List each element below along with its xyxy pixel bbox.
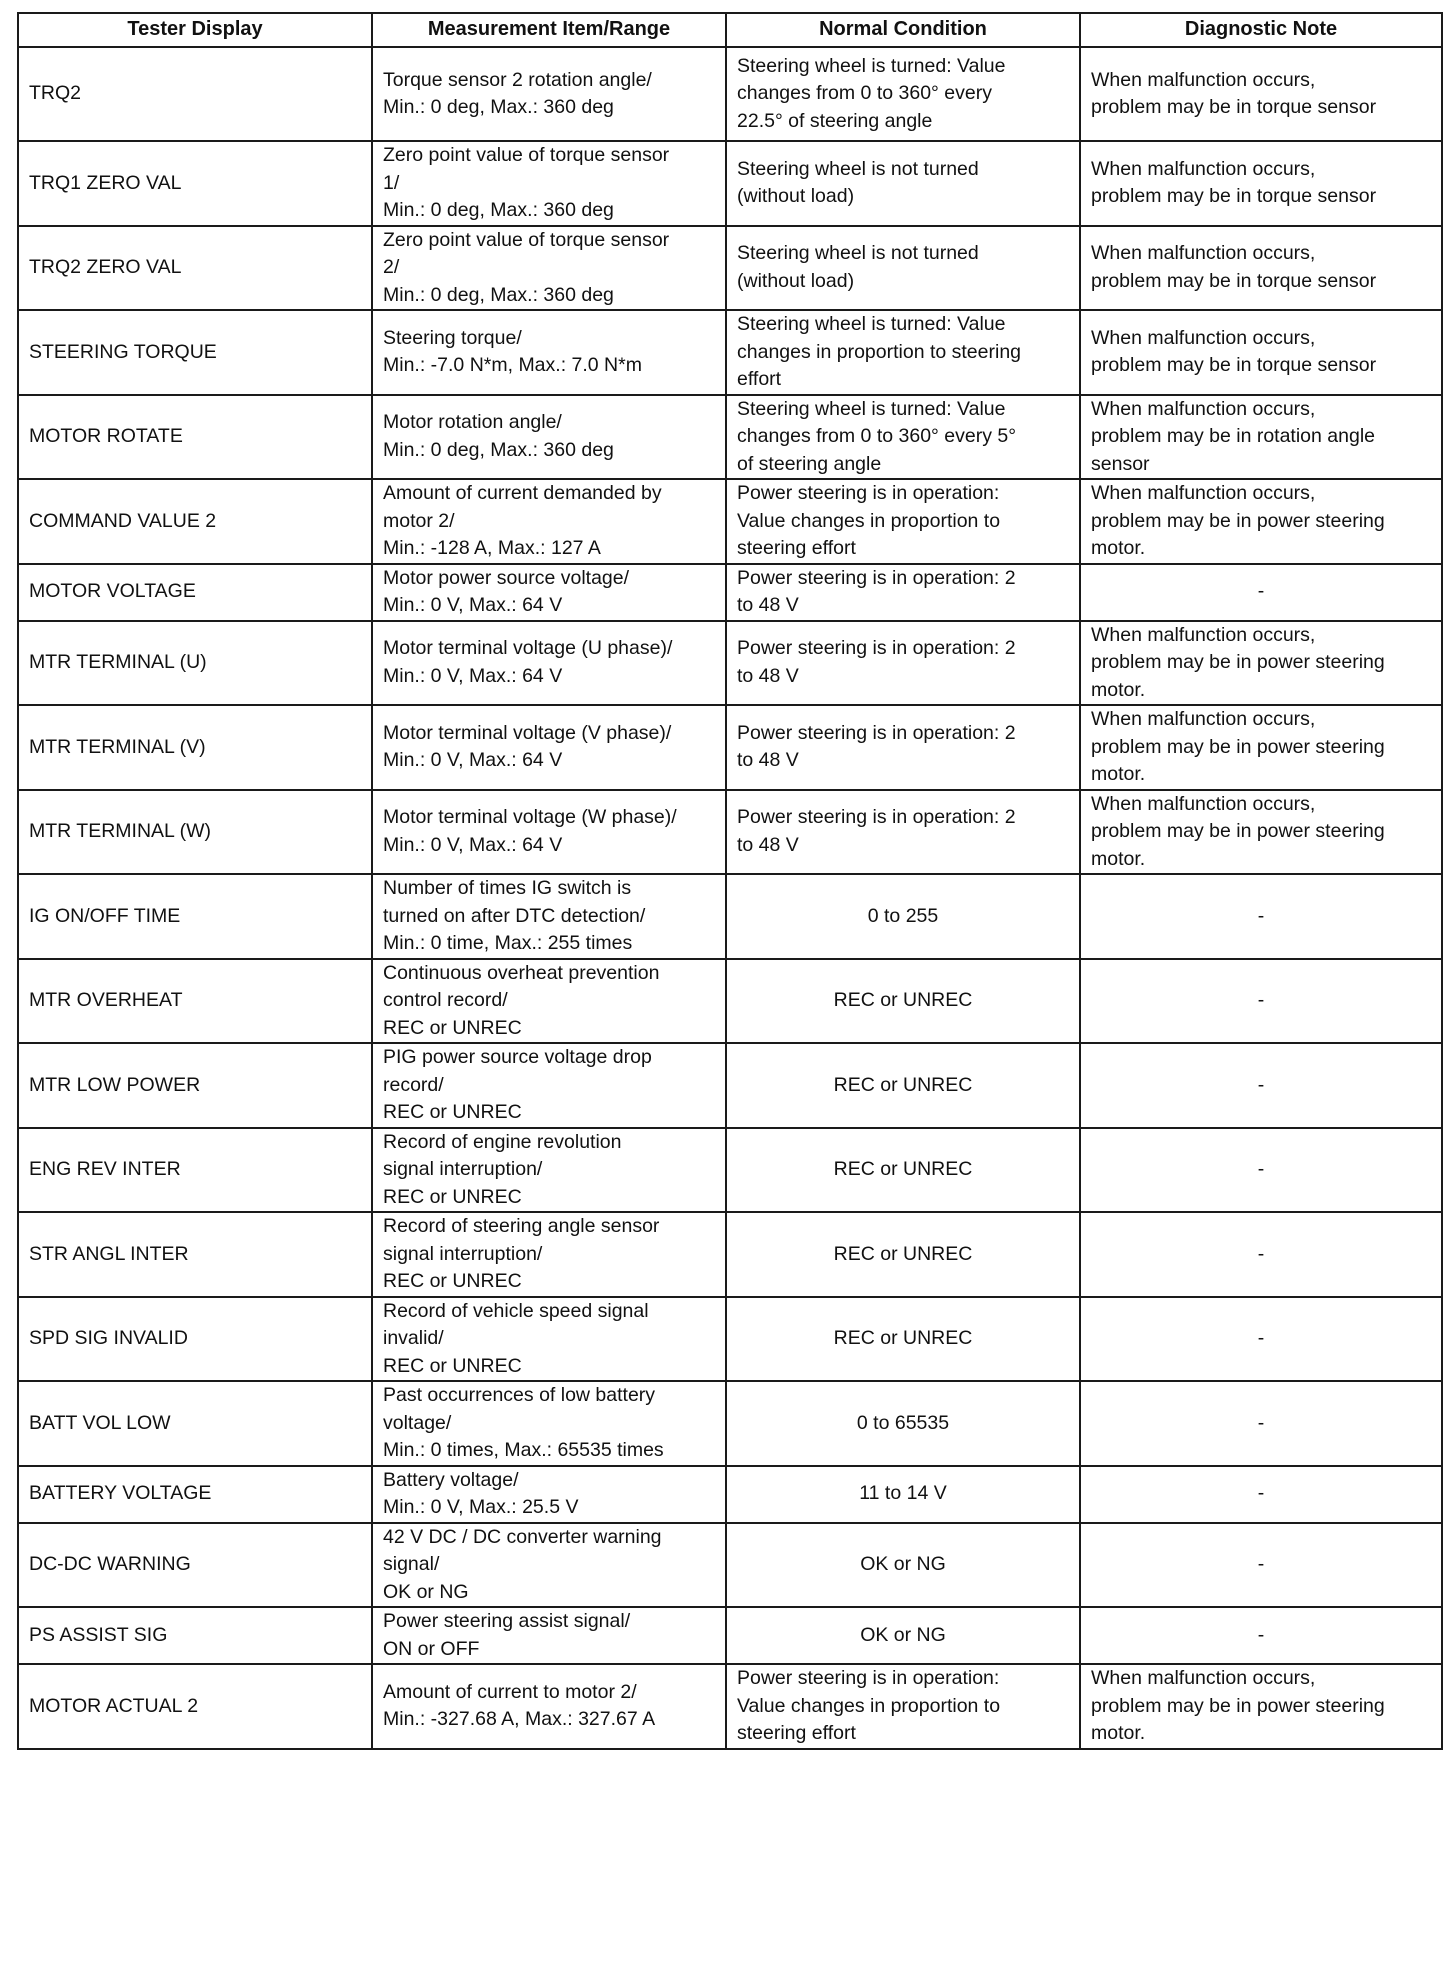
cell-normal-condition: REC or UNREC [726,1297,1080,1382]
cell-normal-condition: OK or NG [726,1607,1080,1664]
cell-normal-condition: 11 to 14 V [726,1466,1080,1523]
cell-measurement-item: Zero point value of torque sensor 1/ Min.: 0 deg, Max.: 360 deg [372,141,726,226]
cell-tester-display: TRQ2 [18,47,372,141]
cell-tester-display: SPD SIG INVALID [18,1297,372,1382]
cell-normal-condition: Power steering is in operation: 2 to 48 V [726,621,1080,706]
header-tester-display: Tester Display [18,13,372,47]
cell-normal-condition: Power steering is in operation: Value changes in proportion to steering effort [726,1664,1080,1749]
cell-tester-display: STR ANGL INTER [18,1212,372,1297]
cell-diagnostic-note: When malfunction occurs, problem may be in power steering motor. [1080,1664,1442,1749]
cell-measurement-item: Continuous overheat prevention control record/ REC or UNREC [372,959,726,1044]
table-row [18,705,1442,790]
cell-tester-display: MOTOR VOLTAGE [18,564,372,621]
cell-measurement-item: Zero point value of torque sensor 2/ Min.: 0 deg, Max.: 360 deg [372,226,726,311]
cell-normal-condition: Power steering is in operation: Value changes in proportion to steering effort [726,479,1080,564]
cell-tester-display: COMMAND VALUE 2 [18,479,372,564]
cell-diagnostic-note: When malfunction occurs, problem may be in torque sensor [1080,226,1442,311]
cell-diagnostic-note: - [1080,959,1442,1044]
cell-diagnostic-note: When malfunction occurs, problem may be in rotation angle sensor [1080,395,1442,480]
table-row [18,310,1442,395]
cell-normal-condition: 0 to 255 [726,874,1080,959]
cell-tester-display: MOTOR ROTATE [18,395,372,480]
cell-tester-display: MTR TERMINAL (W) [18,790,372,875]
table-body [18,47,1442,1749]
cell-tester-display: MTR OVERHEAT [18,959,372,1044]
cell-diagnostic-note: When malfunction occurs, problem may be in power steering motor. [1080,790,1442,875]
table-row [18,874,1442,959]
cell-tester-display: MTR TERMINAL (V) [18,705,372,790]
table-row [18,790,1442,875]
cell-normal-condition: REC or UNREC [726,959,1080,1044]
header-diagnostic-note: Diagnostic Note [1080,13,1442,47]
table-row [18,1297,1442,1382]
cell-measurement-item: 42 V DC / DC converter warning signal/ OK or NG [372,1523,726,1608]
cell-normal-condition: REC or UNREC [726,1128,1080,1213]
table-row [18,1043,1442,1128]
cell-normal-condition: Steering wheel is turned: Value changes in proportion to steering effort [726,310,1080,395]
cell-tester-display: MTR TERMINAL (U) [18,621,372,706]
cell-diagnostic-note: - [1080,1212,1442,1297]
cell-tester-display: ENG REV INTER [18,1128,372,1213]
cell-tester-display: STEERING TORQUE [18,310,372,395]
cell-diagnostic-note: When malfunction occurs, problem may be in power steering motor. [1080,479,1442,564]
data-list-table [17,12,1443,1750]
table-row [18,1607,1442,1664]
cell-measurement-item: Battery voltage/ Min.: 0 V, Max.: 25.5 V [372,1466,726,1523]
cell-normal-condition: Steering wheel is turned: Value changes from 0 to 360° every 22.5° of steering angle [726,47,1080,141]
cell-diagnostic-note: When malfunction occurs, problem may be in power steering motor. [1080,621,1442,706]
cell-tester-display: MOTOR ACTUAL 2 [18,1664,372,1749]
table-row [18,1664,1442,1749]
table-row [18,141,1442,226]
cell-measurement-item: Steering torque/ Min.: -7.0 N*m, Max.: 7.0 N*m [372,310,726,395]
cell-diagnostic-note: - [1080,1607,1442,1664]
cell-normal-condition: OK or NG [726,1523,1080,1608]
cell-normal-condition: Power steering is in operation: 2 to 48 V [726,790,1080,875]
cell-tester-display: TRQ1 ZERO VAL [18,141,372,226]
table-row [18,564,1442,621]
cell-normal-condition: 0 to 65535 [726,1381,1080,1466]
cell-tester-display: BATTERY VOLTAGE [18,1466,372,1523]
cell-measurement-item: Past occurrences of low battery voltage/ Min.: 0 times, Max.: 65535 times [372,1381,726,1466]
cell-diagnostic-note: - [1080,564,1442,621]
cell-measurement-item: Motor terminal voltage (V phase)/ Min.: 0 V, Max.: 64 V [372,705,726,790]
cell-diagnostic-note: When malfunction occurs, problem may be in power steering motor. [1080,705,1442,790]
header-measurement-item: Measurement Item/Range [372,13,726,47]
table-row [18,959,1442,1044]
cell-measurement-item: Record of steering angle sensor signal interruption/ REC or UNREC [372,1212,726,1297]
cell-normal-condition: Steering wheel is not turned (without load) [726,226,1080,311]
cell-tester-display: DC-DC WARNING [18,1523,372,1608]
table-row [18,226,1442,311]
cell-diagnostic-note: - [1080,1297,1442,1382]
cell-diagnostic-note: - [1080,1523,1442,1608]
cell-diagnostic-note: - [1080,1043,1442,1128]
cell-measurement-item: PIG power source voltage drop record/ REC or UNREC [372,1043,726,1128]
table-row [18,1212,1442,1297]
cell-normal-condition: REC or UNREC [726,1043,1080,1128]
table-row [18,47,1442,141]
table-row [18,1128,1442,1213]
cell-normal-condition: REC or UNREC [726,1212,1080,1297]
cell-measurement-item: Motor terminal voltage (W phase)/ Min.: 0 V, Max.: 64 V [372,790,726,875]
cell-measurement-item: Number of times IG switch is turned on after DTC detection/ Min.: 0 time, Max.: 255 times [372,874,726,959]
cell-diagnostic-note: When malfunction occurs, problem may be in torque sensor [1080,47,1442,141]
cell-normal-condition: Steering wheel is not turned (without load) [726,141,1080,226]
cell-measurement-item: Torque sensor 2 rotation angle/ Min.: 0 deg, Max.: 360 deg [372,47,726,141]
cell-diagnostic-note: - [1080,1466,1442,1523]
cell-measurement-item: Amount of current demanded by motor 2/ Min.: -128 A, Max.: 127 A [372,479,726,564]
cell-tester-display: BATT VOL LOW [18,1381,372,1466]
cell-measurement-item: Motor terminal voltage (U phase)/ Min.: 0 V, Max.: 64 V [372,621,726,706]
table-row [18,621,1442,706]
header-row [18,13,1442,47]
table-row [18,1523,1442,1608]
cell-diagnostic-note: When malfunction occurs, problem may be in torque sensor [1080,141,1442,226]
cell-normal-condition: Power steering is in operation: 2 to 48 V [726,564,1080,621]
cell-measurement-item: Record of engine revolution signal interruption/ REC or UNREC [372,1128,726,1213]
cell-tester-display: MTR LOW POWER [18,1043,372,1128]
cell-diagnostic-note: - [1080,1381,1442,1466]
table-row [18,395,1442,480]
header-normal-condition: Normal Condition [726,13,1080,47]
cell-tester-display: TRQ2 ZERO VAL [18,226,372,311]
cell-measurement-item: Motor rotation angle/ Min.: 0 deg, Max.: 360 deg [372,395,726,480]
cell-tester-display: IG ON/OFF TIME [18,874,372,959]
cell-tester-display: PS ASSIST SIG [18,1607,372,1664]
table-row [18,1381,1442,1466]
table-row [18,1466,1442,1523]
cell-diagnostic-note: - [1080,1128,1442,1213]
cell-measurement-item: Record of vehicle speed signal invalid/ REC or UNREC [372,1297,726,1382]
cell-measurement-item: Amount of current to motor 2/ Min.: -327.68 A, Max.: 327.67 A [372,1664,726,1749]
cell-normal-condition: Power steering is in operation: 2 to 48 V [726,705,1080,790]
cell-normal-condition: Steering wheel is turned: Value changes from 0 to 360° every 5° of steering angle [726,395,1080,480]
cell-diagnostic-note: - [1080,874,1442,959]
cell-diagnostic-note: When malfunction occurs, problem may be in torque sensor [1080,310,1442,395]
cell-measurement-item: Motor power source voltage/ Min.: 0 V, Max.: 64 V [372,564,726,621]
cell-measurement-item: Power steering assist signal/ ON or OFF [372,1607,726,1664]
table-row [18,479,1442,564]
